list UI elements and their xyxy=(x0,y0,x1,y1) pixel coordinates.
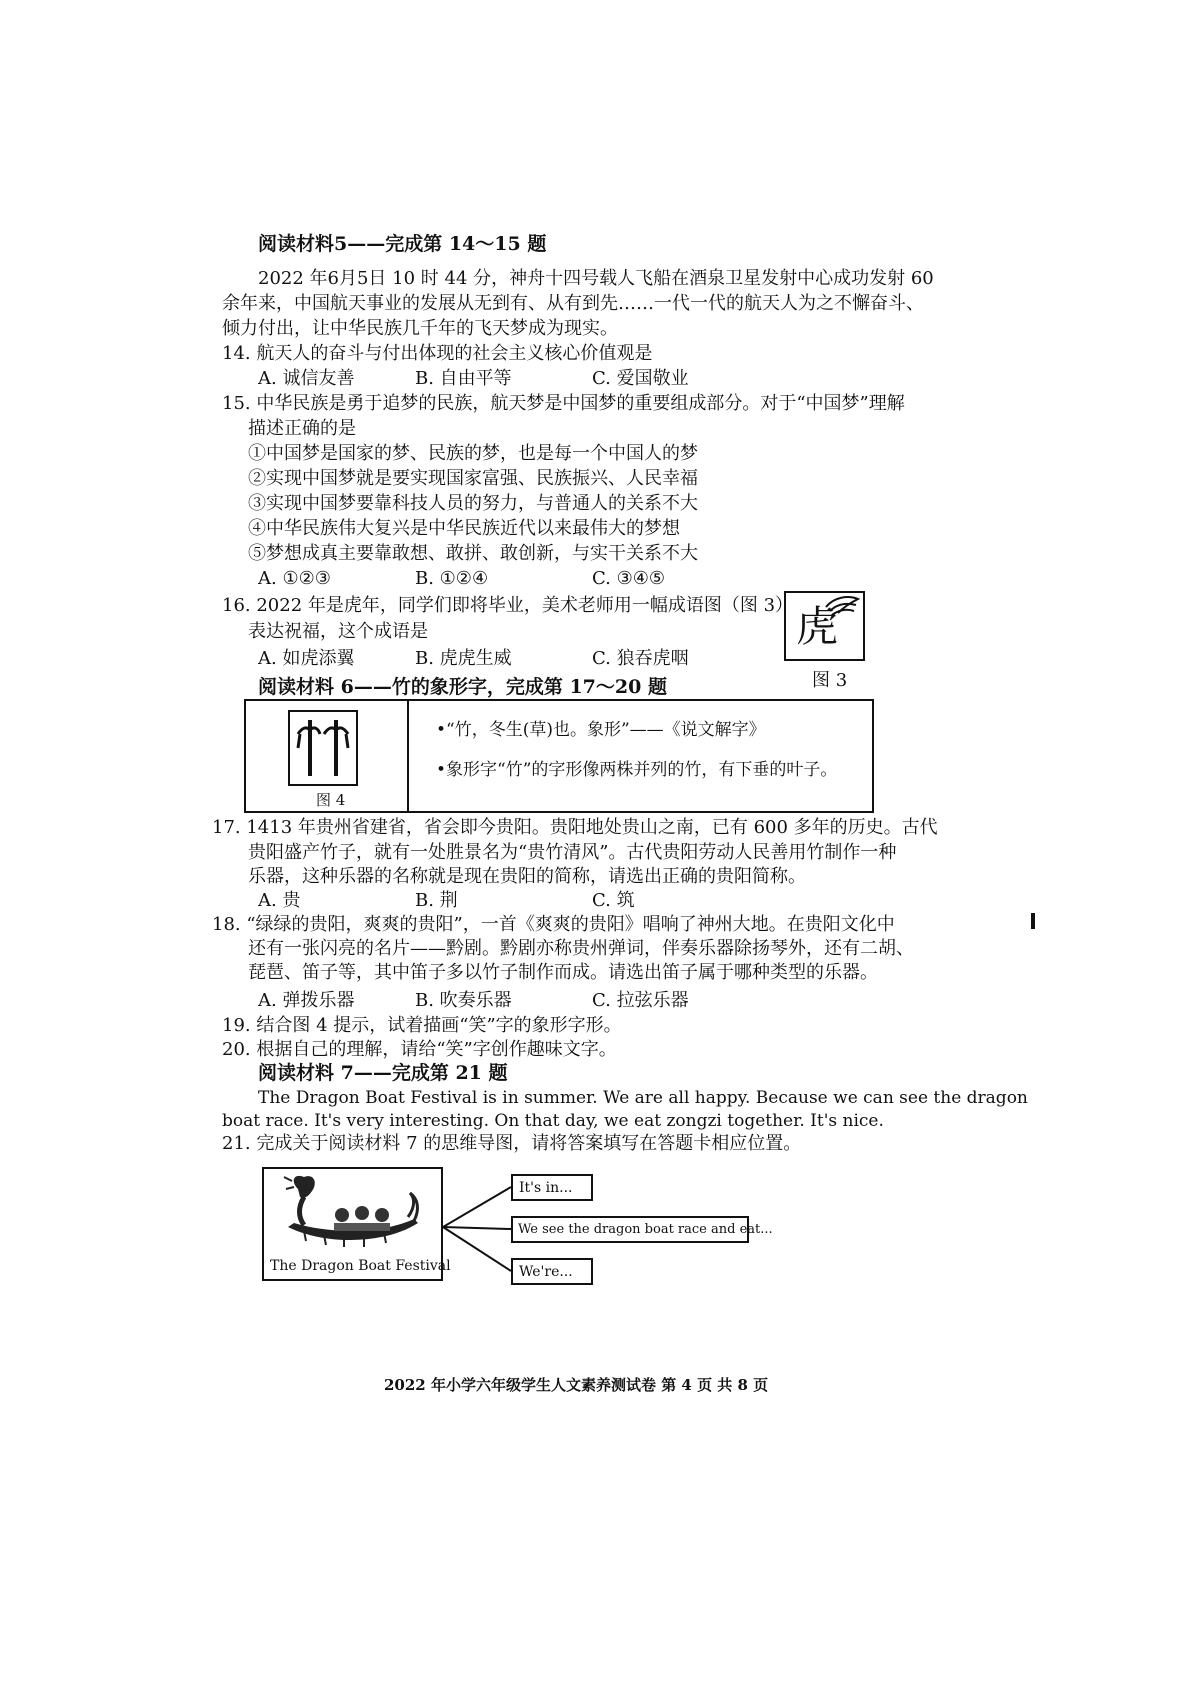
mindmap-branch-label: We're... xyxy=(519,1264,573,1280)
material6-table xyxy=(244,699,874,813)
q15-item: ③实现中国梦要靠科技人员的努力，与普通人的关系不大 xyxy=(248,493,698,514)
q16-stem-line: 16. 2022 年是虎年，同学们即将毕业，美术老师用一幅成语图（图 3） xyxy=(222,595,794,616)
material5-para-line: 2022 年6月5日 10 时 44 分，神舟十四号载人飞船在酒泉卫星发射中心成功发射 60 xyxy=(258,268,934,289)
q21-stem: 21. 完成关于阅读材料 7 的思维导图，请将答案填写在答题卡相应位置。 xyxy=(222,1133,802,1154)
mindmap-branch xyxy=(511,1174,593,1201)
material6-bullet: •象形字“竹”的字形像两株并列的竹，有下垂的叶子。 xyxy=(436,760,838,780)
q17-stem-line: 17. 1413 年贵州省建省，省会即今贵阳。贵阳地处贵山之南，已有 600 多年的历史。古代 xyxy=(212,817,938,838)
material7-para-line: The Dragon Boat Festival is in summer. We are all happy. Because we can see the dragon xyxy=(258,1088,1028,1108)
q15-stem-line: 15. 中华民族是勇于追梦的民族，航天梦是中国梦的重要组成部分。对于“中国梦”理解 xyxy=(222,393,905,414)
mindmap-branch xyxy=(511,1258,593,1285)
q15-item: ①中国梦是国家的梦、民族的梦，也是每一个中国人的梦 xyxy=(248,443,698,464)
material7-para-line: boat race. It's very interesting. On that day, we eat zongzi together. It's nice. xyxy=(222,1111,884,1131)
mindmap-branch-label: It's in... xyxy=(519,1180,573,1196)
q19-stem: 19. 结合图 4 提示，试着描画“笑”字的象形字形。 xyxy=(222,1015,622,1036)
mindmap-branch-label: We see the dragon boat race and eat... xyxy=(518,1222,773,1237)
figure4-caption: 图 4 xyxy=(316,791,346,809)
mindmap-connectors xyxy=(443,1170,513,1280)
material6-bullet: •“竹，冬生(草)也。象形”——《说文解字》 xyxy=(436,720,766,740)
q14-option-c: C. 爱国敬业 xyxy=(592,368,689,389)
mindmap-center-label: The Dragon Boat Festival xyxy=(270,1258,451,1274)
mindmap-branch xyxy=(511,1216,773,1243)
q16-option-b: B. 虎虎生威 xyxy=(415,648,512,669)
material5-heading: 阅读材料5——完成第 14～15 题 xyxy=(258,233,547,255)
material5-para-line: 余年来，中国航天事业的发展从无到有、从有到先……一代一代的航天人为之不懈奋斗、 xyxy=(222,293,924,314)
q18-stem-line: 还有一张闪亮的名片——黔剧。黔剧亦称贵州弹词，伴奏乐器除扬琴外，还有二胡、 xyxy=(248,938,914,959)
q18-option-b: B. 吹奏乐器 xyxy=(415,990,512,1011)
q15-item: ②实现中国梦就是要实现国家富强、民族振兴、人民幸福 xyxy=(248,468,698,489)
q17-option-a: A. 贵 xyxy=(258,890,301,911)
figure3-char: 虎 xyxy=(796,602,839,651)
q14-option-a: A. 诚信友善 xyxy=(258,368,355,389)
q16-stem-line: 表达祝福，这个成语是 xyxy=(248,621,428,642)
figure4-bamboo-glyph xyxy=(288,710,358,786)
bamboo-glyph-icon xyxy=(290,712,356,784)
q14-stem: 14. 航天人的奋斗与付出体现的社会主义核心价值观是 xyxy=(222,343,653,364)
q17-option-b: B. 荆 xyxy=(415,890,458,911)
q20-stem: 20. 根据自己的理解，请给“笑”字创作趣味文字。 xyxy=(222,1039,617,1060)
page-footer: 2022 年小学六年级学生人文素养测试卷 第 4 页 共 8 页 xyxy=(384,1376,769,1394)
dragon-boat-icon xyxy=(264,1171,441,1256)
q17-stem-line: 贵阳盛产竹子，就有一处胜景名为“贵竹清风”。古代贵阳劳动人民善用竹制作一种 xyxy=(248,842,897,863)
q17-option-c: C. 筑 xyxy=(592,890,635,911)
q14-option-b: B. 自由平等 xyxy=(415,368,512,389)
q15-option-b: B. ①②④ xyxy=(415,568,489,589)
material5-para-line: 倾力付出，让中华民族几千年的飞天梦成为现实。 xyxy=(222,318,618,339)
q18-stem-line: 琵琶、笛子等，其中笛子多以竹子制作而成。请选出笛子属于哪种类型的乐器。 xyxy=(248,962,878,983)
q18-option-a: A. 弹拨乐器 xyxy=(258,990,355,1011)
figure3-tiger-image xyxy=(784,591,865,661)
mindmap-center xyxy=(262,1167,451,1281)
figure3-caption: 图 3 xyxy=(812,670,848,691)
q16-option-c: C. 狼吞虎咽 xyxy=(592,648,689,669)
q15-item: ⑤梦想成真主要靠敢想、敢拼、敢创新，与实干关系不大 xyxy=(248,543,698,564)
q18-option-c: C. 拉弦乐器 xyxy=(592,990,689,1011)
q15-item: ④中华民族伟大复兴是中华民族近代以来最伟大的梦想 xyxy=(248,518,680,539)
q16-option-a: A. 如虎添翼 xyxy=(258,648,355,669)
q18-stem-line: 18. “绿绿的贵阳，爽爽的贵阳”，一首《爽爽的贵阳》唱响了神州大地。在贵阳文化中 xyxy=(212,914,895,935)
q17-stem-line: 乐器，这种乐器的名称就是现在贵阳的简称，请选出正确的贵阳简称。 xyxy=(248,866,806,887)
scan-mark xyxy=(1031,913,1035,929)
q15-stem-line: 描述正确的是 xyxy=(248,418,356,439)
q15-option-c: C. ③④⑤ xyxy=(592,568,665,589)
material7-heading: 阅读材料 7——完成第 21 题 xyxy=(258,1062,508,1084)
q15-option-a: A. ①②③ xyxy=(258,568,331,589)
material6-heading: 阅读材料 6——竹的象形字，完成第 17～20 题 xyxy=(258,676,667,698)
table-divider xyxy=(407,701,409,811)
